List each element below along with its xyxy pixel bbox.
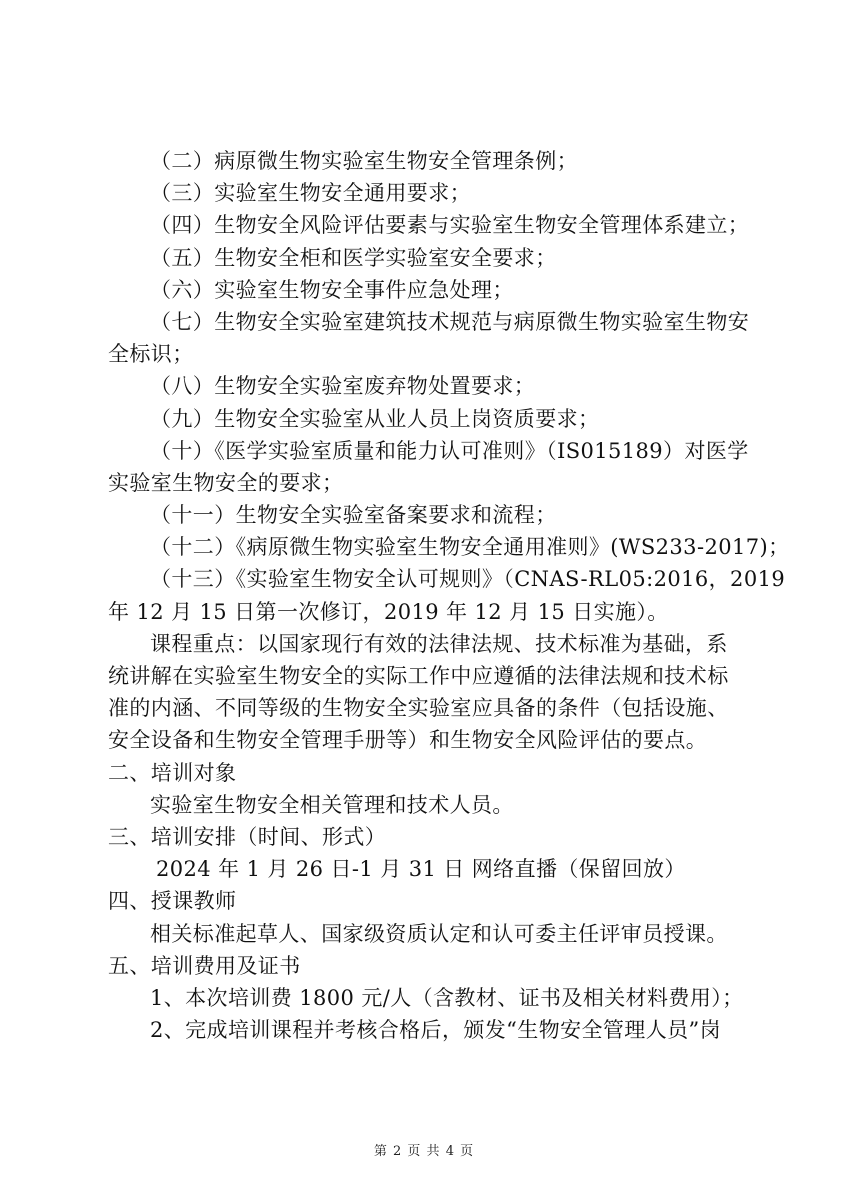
- fee-item-2: 2、完成培训课程并考核合格后，颁发“生物安全管理人员”岗: [150, 1018, 722, 1043]
- list-item-3: （三）实验室生物安全通用要求；: [150, 181, 471, 206]
- list-item-9: （九）生物安全实验室从业人员上岗资质要求；: [150, 406, 600, 431]
- section-heading-training-arrangement: 三、培训安排（时间、形式）: [108, 824, 387, 849]
- document-body: [108, 145, 790, 1046]
- fee-item-1: 1、本次培训费 1800 元/人（含教材、证书及相关材料费用）；: [150, 985, 744, 1010]
- list-item-8: （八）生物安全实验室废弃物处置要求；: [150, 374, 536, 399]
- course-focus-line-1: 课程重点：以国家现行有效的法律法规、技术标准为基础，系: [150, 631, 728, 656]
- section-heading-training-target: 二、培训对象: [108, 760, 237, 785]
- list-item-4: （四）生物安全风险评估要素与实验室生物安全管理体系建立；: [150, 213, 750, 238]
- list-item-13-line-2: 年 12 月 15 日第一次修订，2019 年 12 月 15 日实施）。: [108, 599, 669, 624]
- list-item-7-line-2: 全标识；: [108, 342, 194, 367]
- section-heading-instructors: 四、授课教师: [108, 889, 237, 914]
- course-focus-line-4: 安全设备和生物安全管理手册等）和生物安全风险评估的要点。: [108, 728, 708, 753]
- page-number-footer: 第 2 页 共 4 页: [373, 1144, 475, 1159]
- list-item-13-line-1: （十三）《实验室生物安全认可规则》（CNAS-RL05:2016，2019: [150, 567, 786, 592]
- training-arrangement-text: 2024 年 1 月 26 日-1 月 31 日 网络直播（保留回放）: [156, 857, 686, 882]
- section-heading-fees-certificate: 五、培训费用及证书: [108, 953, 301, 978]
- training-target-text: 实验室生物安全相关管理和技术人员。: [150, 792, 514, 817]
- list-item-12: （十二）《病原微生物实验室生物安全通用准则》(WS233-2017)；: [150, 535, 790, 560]
- list-item-5: （五）生物安全柜和医学实验室安全要求；: [150, 245, 557, 270]
- list-item-2: （二）病原微生物实验室生物安全管理条例；: [150, 149, 578, 173]
- list-item-7-line-1: （七）生物安全实验室建筑技术规范与病原微生物实验室生物安: [150, 309, 750, 334]
- instructors-text: 相关标准起草人、国家级资质认定和认可委主任评审员授课。: [150, 921, 728, 946]
- list-item-10-line-2: 实验室生物安全的要求；: [108, 470, 344, 495]
- list-item-11: （十一）生物安全实验室备案要求和流程；: [150, 503, 557, 528]
- course-focus-line-2: 统讲解在实验室生物安全的实际工作中应遵循的法律法规和技术标: [108, 664, 729, 688]
- list-item-6: （六）实验室生物安全事件应急处理；: [150, 277, 514, 302]
- list-item-10-line-1: （十）《医学实验室质量和能力认可准则》（IS015189）对医学: [150, 438, 749, 463]
- course-focus-line-3: 准的内涵、不同等级的生物安全实验室应具备的条件（包括设施、: [108, 696, 729, 721]
